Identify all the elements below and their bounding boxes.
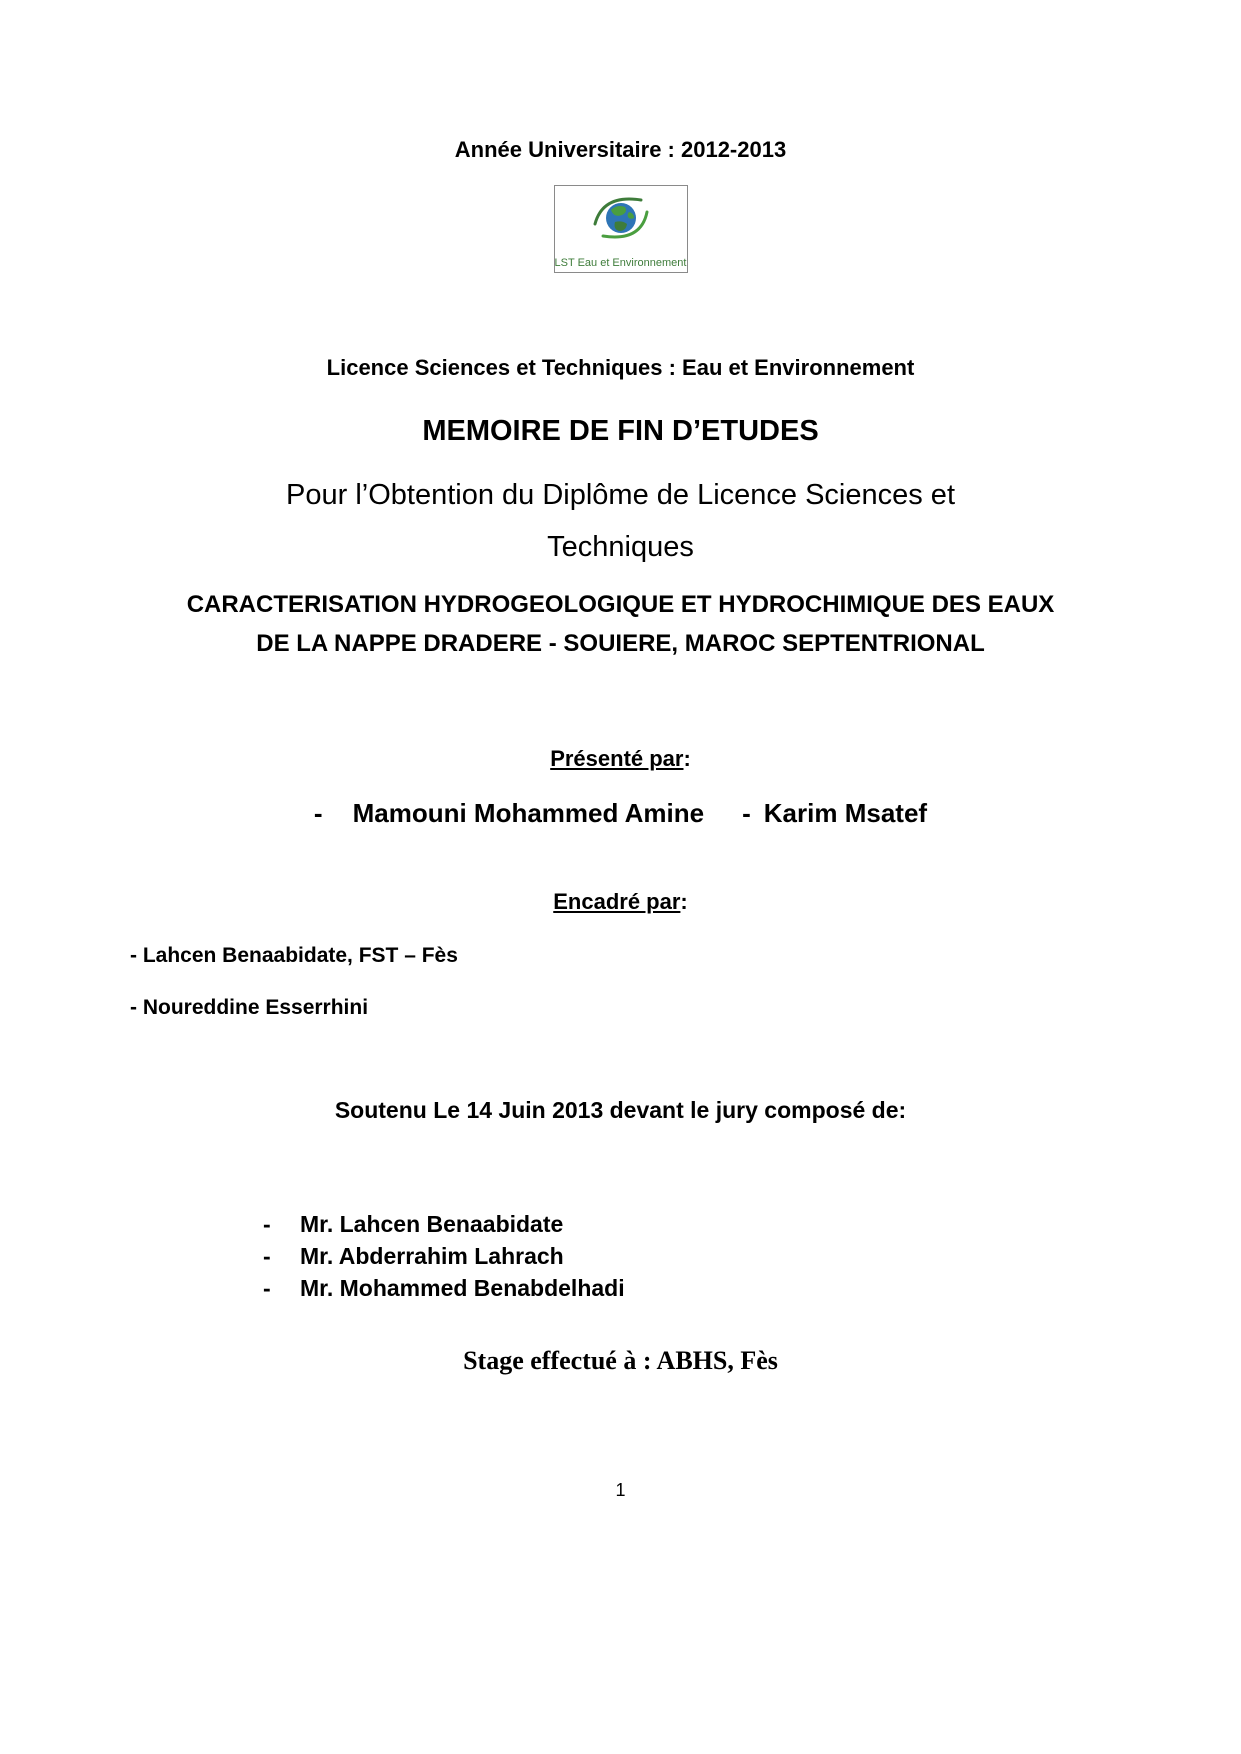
jury-dash: - <box>263 1275 271 1301</box>
lst-logo <box>554 185 688 273</box>
main-title: MEMOIRE DE FIN D’ETUDES <box>422 415 819 447</box>
jury-member-name: Mr. Lahcen Benaabidate <box>300 1211 564 1237</box>
jury-dash: - <box>263 1243 271 1269</box>
supervised-by-heading <box>0 889 1241 915</box>
academic-year-heading: Année Universitaire : 2012-2013 <box>454 137 787 162</box>
logo-label: LST Eau et Environnement <box>554 257 687 269</box>
globe-icon <box>585 190 657 246</box>
jury-member-name: Mr. Mohammed Benabdelhadi <box>300 1275 625 1301</box>
jury-dash: - <box>263 1211 271 1237</box>
jury-member-name: Mr. Abderrahim Lahrach <box>300 1243 564 1269</box>
author-name-2: Karim Msatef <box>763 798 928 828</box>
jury-member-row <box>263 1211 625 1243</box>
supervisor-item: - Lahcen Benaabidate, FST – Fès <box>130 944 458 967</box>
author-name-1: Mamouni Mohammed Amine <box>352 798 705 828</box>
supervised-by-label: Encadré par <box>553 889 681 914</box>
supervised-by-colon: : <box>680 889 688 914</box>
defense-heading: Soutenu Le 14 Juin 2013 devant le jury composé de: <box>334 1097 907 1123</box>
internship-location: Stage effectué à : ABHS, Fès <box>463 1346 778 1375</box>
supervisor-item: - Noureddine Esserrhini <box>130 996 369 1019</box>
author-dash: - <box>742 798 751 828</box>
presented-by-label: Présenté par <box>550 746 684 771</box>
presented-by-colon: : <box>683 746 691 771</box>
page-number: 1 <box>615 1480 626 1500</box>
degree-subtitle-line1: Pour l’Obtention du Diplôme de Licence Sciences et <box>286 479 955 511</box>
degree-subtitle-line2: Techniques <box>547 531 694 563</box>
program-heading: Licence Sciences et Techniques : Eau et Environnement <box>326 355 915 380</box>
jury-list <box>263 1211 625 1307</box>
authors-line <box>0 798 1241 829</box>
thesis-title-line1: CARACTERISATION HYDROGEOLOGIQUE ET HYDROCHIMIQUE DES EAUX <box>186 591 1055 618</box>
presented-by-heading <box>0 746 1241 772</box>
author-dash: - <box>313 798 323 828</box>
jury-member-row <box>263 1243 625 1275</box>
thesis-title-line2: DE LA NAPPE DRADERE - SOUIERE, MAROC SEPTENTRIONAL <box>256 630 985 657</box>
jury-member-row <box>263 1275 625 1307</box>
